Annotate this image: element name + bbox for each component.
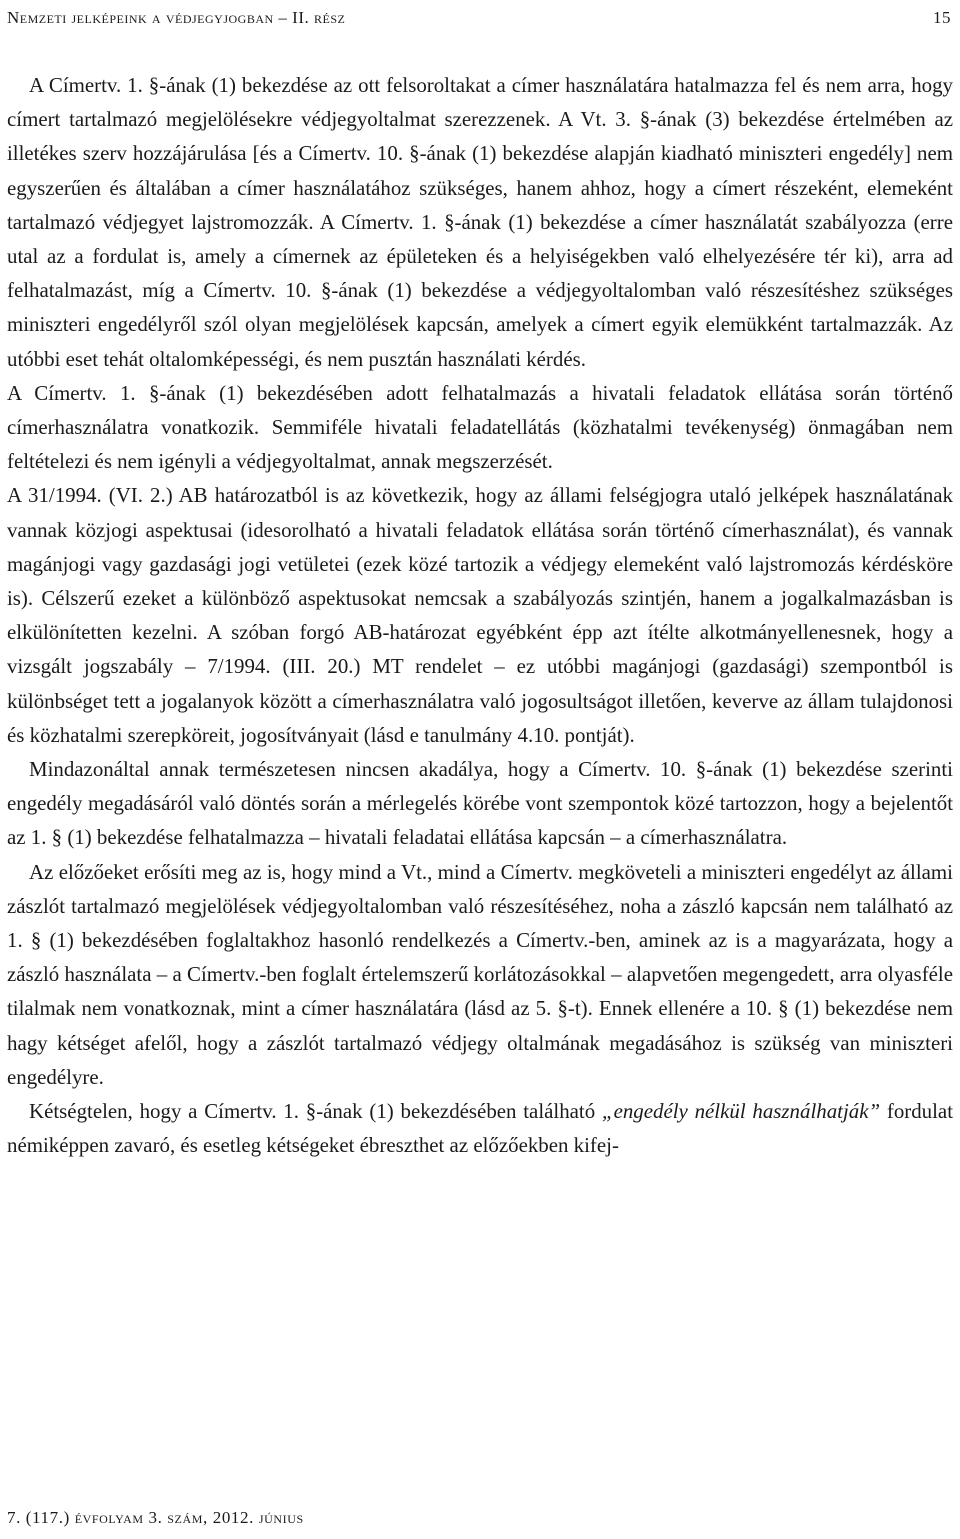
paragraph: Mindazonáltal annak természetesen nincsen akadálya, hogy a Címertv. 10. §-ának (1) bekezdése szerinti engedély megadásáról való döntés során a mérlegelés körébe vont szempontok közé tartozzon, hogy a bejelentőt az 1. § (1) bekezdése felhatalmazza – hivatali feladatai ellátása kapcsán – a címerhasználatra. xyxy=(7,757,953,850)
page-number: 15 xyxy=(933,8,951,27)
running-header xyxy=(7,8,955,38)
running-title: Nemzeti jelképeink a védjegyjogban – II. rész xyxy=(7,8,346,27)
paragraph-text: fordulat némiképpen zavaró, és esetleg kétségeket ébreszthet az előzőekben kifej- xyxy=(7,1099,953,1158)
paragraph: A Címertv. 1. §-ának (1) bekezdésében adott felhatalmazás a hivatali feladatok ellátása során történő címerhasználatra vonatkozik. Semmiféle hivatali feladatellátás (közhatalmi tevékenység) önmagában nem feltételezi és nem igényli a védjegyoltalmat, annak megszerzését. xyxy=(7,380,953,474)
document-page xyxy=(7,0,955,1539)
paragraph: A 31/1994. (VI. 2.) AB határozatból is az következik, hogy az állami felségjogra utaló jelképek használatának vannak közjogi aspektusai (idesorolható a hivatali feladatok ellátása során történő címerhasználat), és vannak magánjogi vagy gazdasági jogi vetületei (ezek közé tartozik a védjegy elemeként való lajstromozás kérdésköre is). Célszerű ezeket a különböző aspektusokat nemcsak a szabályozás szintjén, hanem a jogalkalmazásban is elkülönítetten kezelni. A szóban forgó AB-határozat egyébként épp azt ítélte alkotmányellenesnek, hogy a vizsgált jogszabály – 7/1994. (III. 20.) MT rendelet – ez utóbbi magánjogi (gazdasági) szempontból is különbséget tett a jogalanyok között a címerhasználatra való jogosultságot illetően, keverve az állam tulajdonosi és közhatalmi szerepköreit, jogosítványait (lásd e tanulmány 4.10. pontját). xyxy=(7,483,953,747)
paragraph: Az előzőeket erősíti meg az is, hogy mind a Vt., mind a Címertv. megköveteli a miniszteri engedélyt az állami zászlót tartalmazó megjelölések védjegyoltalomban való részesítéséhez, noha a zászló kapcsán nem található az 1. § (1) bekezdésében foglaltakhoz hasonló rendelkezés a Címertv.-ben, aminek az is a magyarázata, hogy a zászló használata – a Címertv.-ben foglalt értelemszerű korlátozásokkal – alapvetően megengedett, arra olyasféle tilalmak nem vonatkoznak, mint a címer használatára (lásd az 5. §-t). Ennek ellenére a 10. § (1) bekezdése nem hagy kétséget afelől, hogy a zászlót tartalmazó védjegy oltalmának megadásához is szükség van miniszteri engedélyre. xyxy=(7,859,953,1089)
quoted-phrase: „engedély nélkül használhatják” xyxy=(601,1099,881,1124)
running-footer: 7. (117.) évfolyam 3. szám, 2012. június xyxy=(7,1508,304,1527)
paragraph xyxy=(7,1094,953,1162)
paragraph: A Címertv. 1. §-ának (1) bekezdése az ott felsoroltakat a címer használatára hatalmazza fel és nem arra, hogy címert tartalmazó megjelölésekre védjegyoltalmat szerezzenek. A Vt. 3. §-ának (3) bekezdése értelmében az illetékes szerv hozzájárulása [és a Címertv. 10. §-ának (1) bekezdése alapján kiadható miniszteri engedély] nem egyszerűen és általában a címer használatához szükséges, hanem ahhoz, hogy a címert részeként, elemeként tartalmazó védjegyet lajstromozzák. A Címertv. 1. §-ának (1) bekezdése a címer használatát szabályozza (erre utal az a fordulat is, amely a címernek az épületeken és a helyiségekben való elhelyezésére tér ki), arra ad felhatalmazást, míg a Címertv. 10. §-ának (1) bekezdése a védjegyoltalomban való részesítéshez szükséges miniszteri engedélyről szól olyan megjelölések kapcsán, amelyek a címert egyik elemükként tartalmazzák. Az utóbbi eset tehát oltalomképességi, és nem pusztán használati kérdés. xyxy=(7,73,953,371)
body-text xyxy=(7,68,953,1163)
paragraph-text: Kétségtelen, hogy a Címertv. 1. §-ának (1) bekezdésében található xyxy=(29,1099,602,1124)
